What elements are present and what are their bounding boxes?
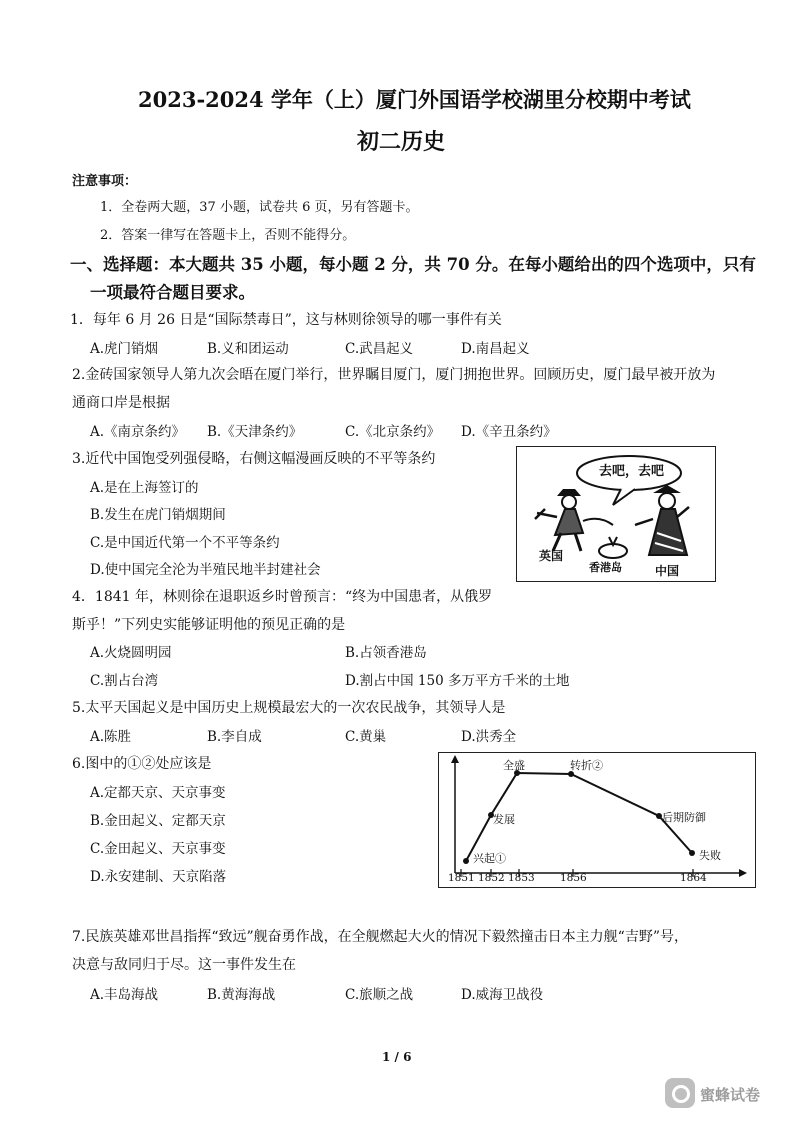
question-1: 1．每年 6 月 26 日是“国际禁毒日”，这与林则徐领导的哪一事件有关: [70, 312, 502, 328]
q5-option-d: D.洪秀全: [461, 729, 517, 745]
cartoon-figure: [516, 446, 716, 582]
x-tick-1851: 1851: [448, 872, 475, 884]
watermark-logo-icon: [665, 1078, 695, 1108]
cartoon-label-china: 中国: [655, 564, 680, 578]
notice-heading: 注意事项：: [72, 174, 138, 189]
q2-option-b: B.《天津条约》: [207, 424, 303, 440]
q3-option-c: C.是中国近代第一个不平等条约: [90, 535, 280, 551]
label-peak: 全盛: [503, 759, 525, 772]
cartoon-label-hongkong: 香港岛: [589, 561, 622, 574]
q7-option-c: C.旅顺之战: [345, 987, 414, 1003]
q4-option-c: C.割占台湾: [90, 673, 159, 689]
q3-option-d: D.使中国完全沦为半殖民地半封建社会: [90, 562, 321, 578]
q7-option-d: D.威海卫战役: [461, 987, 544, 1003]
watermark-text: 蜜蜂试卷: [700, 1086, 761, 1104]
notice-item: 2．答案一律写在答题卡上，否则不能得分。: [100, 228, 356, 243]
timeline-figure: [438, 752, 756, 888]
q7-option-a: A.丰岛海战: [90, 987, 159, 1003]
x-tick-1852: 1852: [478, 872, 505, 884]
cartoon-speech: 去吧，去吧: [599, 464, 665, 479]
section-heading-cont: 一项最符合题目要求。: [90, 283, 255, 302]
section-heading: 一、选择题：本大题共 35 小题，每小题 2 分，共 70 分。在每小题给出的四个选项中，只有: [70, 255, 756, 274]
q6-option-b: B.金田起义、定都天京: [90, 813, 226, 829]
q4-option-a: A.火烧圆明园: [90, 645, 172, 661]
q1-option-c: C.武昌起义: [345, 341, 414, 357]
label-develop: 发展: [493, 813, 515, 826]
label-rise: 兴起①: [473, 852, 506, 865]
label-turn: 转折②: [570, 759, 603, 772]
q3-option-a: A.是在上海签订的: [90, 480, 199, 496]
y-axis-arrow: [451, 755, 459, 763]
x-tick-1853: 1853: [508, 872, 535, 884]
q6-option-c: C.金田起义、天京事变: [90, 841, 226, 857]
q6-option-a: A.定都天京、天京事变: [90, 785, 226, 801]
label-fail: 失败: [699, 849, 721, 862]
exam-title: 2023-2024 学年（上）厦门外国语学校湖里分校期中考试: [138, 87, 691, 112]
q1-option-b: B.义和团运动: [207, 341, 289, 357]
q2-option-a: A.《南京条约》: [90, 424, 186, 440]
q4-option-d: D.割占中国 150 多万平方千米的土地: [345, 673, 570, 689]
x-axis-arrow: [739, 869, 747, 877]
q3-option-b: B.发生在虎门销烟期间: [90, 507, 226, 523]
q2-option-d: D.《辛丑条约》: [461, 424, 557, 440]
question-2-cont: 通商口岸是根据: [72, 395, 170, 411]
q1-option-a: A.虎门销烟: [90, 341, 159, 357]
q7-option-b: B.黄海海战: [207, 987, 276, 1003]
page-number: 1 / 6: [382, 1050, 412, 1064]
question-4-cont: 斯乎！”下列史实能够证明他的预见正确的是: [72, 617, 346, 633]
cartoon-label-britain: 英国: [539, 549, 564, 563]
q5-option-a: A.陈胜: [90, 729, 132, 745]
x-tick-1856: 1856: [560, 872, 587, 884]
question-7-cont: 决意与敌同归于尽。这一事件发生在: [72, 957, 296, 973]
question-4: 4．1841 年，林则徐在退职返乡时曾预言：“终为中国患者，从俄罗: [72, 589, 493, 605]
q6-option-d: D.永安建制、天京陷落: [90, 869, 227, 885]
notice-item: 1．全卷两大题，37 小题，试卷共 6 页，另有答题卡。: [100, 200, 419, 215]
question-6: 6.图中的①②处应该是: [72, 756, 212, 772]
q2-option-c: C.《北京条约》: [345, 424, 441, 440]
point-rise: [463, 858, 469, 864]
label-defense: 后期防御: [662, 811, 706, 824]
question-5: 5.太平天国起义是中国历史上规模最宏大的一次农民战争，其领导人是: [72, 700, 506, 716]
question-7: 7.民族英雄邓世昌指挥“致远”舰奋勇作战，在全舰燃起大火的情况下毅然撞击日本主力舰“吉野”号，: [72, 929, 688, 945]
q4-option-b: B.占领香港岛: [345, 645, 427, 661]
timeline-chart: [439, 753, 755, 887]
question-3: 3.近代中国饱受列强侵略，右侧这幅漫画反映的不平等条约: [72, 451, 436, 467]
q1-option-d: D.南昌起义: [461, 341, 530, 357]
q5-option-b: B.李自成: [207, 729, 262, 745]
q5-option-c: C.黄巢: [345, 729, 387, 745]
subject-title: 初二历史: [357, 129, 446, 155]
x-tick-1864: 1864: [680, 872, 707, 884]
point-fail: [689, 850, 695, 856]
question-2: 2.金砖国家领导人第九次会晤在厦门举行，世界瞩目厦门，厦门拥抱世界。回顾历史，厦门最早被开放为: [72, 367, 716, 383]
